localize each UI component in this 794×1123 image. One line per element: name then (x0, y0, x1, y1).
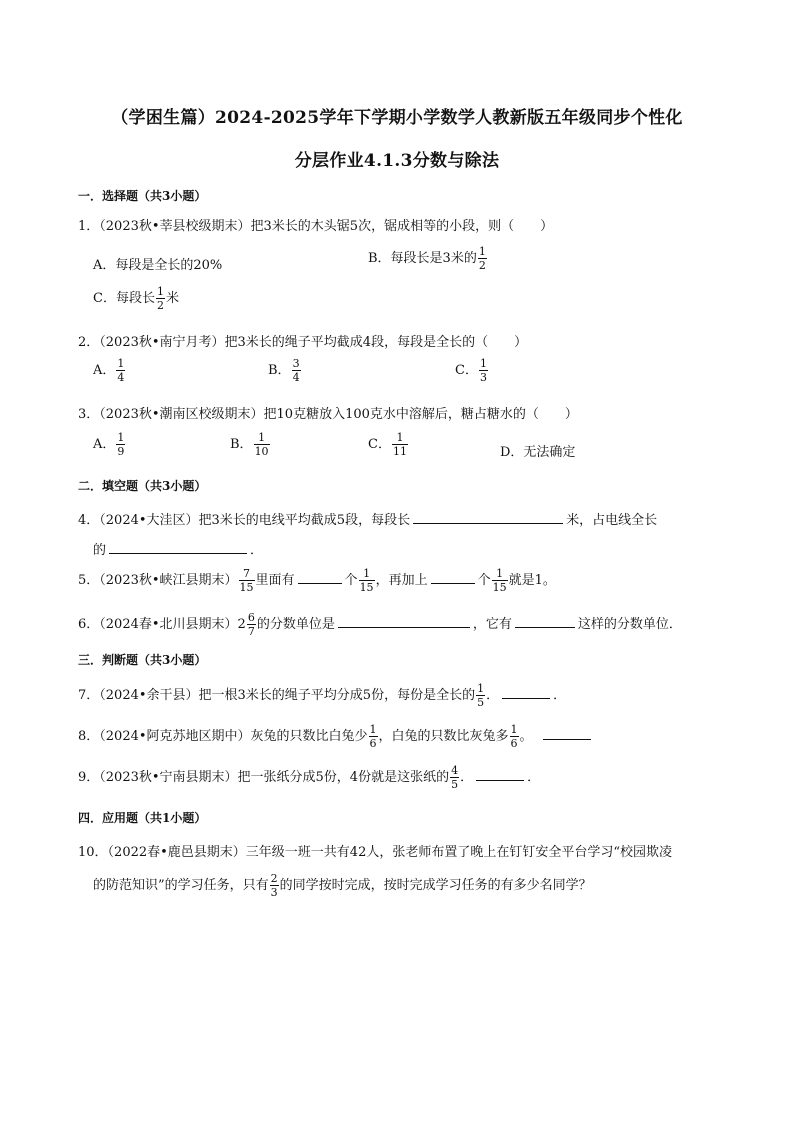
fraction (239, 568, 255, 593)
question-4-text: 的 (93, 543, 107, 558)
fraction-numerator: 1 (363, 567, 371, 580)
answer-blank[interactable] (543, 725, 591, 740)
question-10-line2 (93, 873, 592, 898)
fraction-numerator: 1 (510, 723, 518, 736)
fraction-numerator: 1 (117, 431, 125, 444)
fraction-denominator: 15 (359, 581, 374, 594)
answer-blank[interactable] (431, 569, 475, 584)
section-heading-application: 四．应用题（共1小题） (78, 811, 207, 825)
question-7-text: ． (553, 688, 567, 703)
page-title-line1: （学困生篇）2024-2025学年下学期小学数学人教新版五年级同步个性化 (111, 108, 683, 128)
fraction (492, 568, 508, 593)
section-heading-judge: 三．判断题（共3小题） (78, 653, 207, 667)
fraction-denominator: 6 (510, 737, 518, 750)
fraction-numerator: 1 (117, 357, 125, 370)
question-3-stem: 3．（2023秋•潮南区校级期末）把10克糖放入100克水中溶解后，糖占糖水的（ ） (78, 407, 578, 422)
section-heading-choice: 一．选择题（共3小题） (78, 189, 207, 203)
fraction (116, 432, 125, 457)
fraction (254, 432, 270, 457)
fraction (247, 612, 256, 637)
question-8 (78, 724, 594, 749)
question-5 (78, 568, 556, 593)
question-2-stem: 2．（2023秋•南宁月考）把3米长的绳子平均截成4段，每段是全长的（ ） (78, 335, 528, 350)
fraction-numerator: 3 (292, 357, 300, 370)
option-c-text: C．每段长 (93, 291, 155, 306)
option-letter: C． (368, 437, 391, 452)
section-heading-fill: 二．填空题（共3小题） (78, 479, 207, 493)
fraction-denominator: 2 (156, 299, 164, 312)
answer-blank[interactable] (109, 539, 247, 554)
option-letter: A． (93, 437, 116, 452)
question-6-source: 6．（2024春•北川县期末） (78, 617, 238, 632)
fraction-denominator: 15 (239, 581, 254, 594)
fraction-numerator: 1 (478, 245, 486, 258)
fraction-numerator: 1 (156, 285, 164, 298)
option-b-text: B．每段长是3米的 (368, 251, 477, 266)
fraction (359, 568, 375, 593)
question-6-text: ，它有 (472, 617, 512, 632)
question-2-option-c (455, 358, 489, 383)
fraction-denominator: 5 (477, 696, 485, 709)
question-2-option-a (93, 358, 126, 383)
question-3-option-b (230, 432, 271, 457)
answer-blank[interactable] (476, 766, 524, 781)
question-5-text: 里面有 (255, 573, 295, 588)
fraction-denominator: 15 (492, 581, 507, 594)
fraction-numerator: 1 (477, 682, 485, 695)
question-10-line1: 10．（2022春•鹿邑县期末）三年级一班一共有42人，张老师布置了晚上在钉钉安全平台学习“校园欺凌 (78, 845, 672, 860)
option-letter: B． (268, 363, 291, 378)
fraction (369, 724, 378, 749)
fraction-denominator: 2 (478, 259, 486, 272)
question-9-text: 9．（2023秋•宁南县期末）把一张纸分成5份，4份就是这张纸的 (78, 770, 450, 785)
fraction-numerator: 2 (270, 872, 278, 885)
question-10-text: 的同学按时完成，按时完成学习任务的有多少名同学？ (279, 878, 592, 893)
fraction-denominator: 4 (117, 371, 125, 384)
question-1-stem: 1．（2023秋•莘县校级期末）把3米长的木头锯5次，锯成相等的小段，则（ ） (78, 219, 554, 234)
answer-blank[interactable] (338, 613, 470, 628)
fraction (478, 246, 487, 271)
question-8-text: 8．（2024•阿克苏地区期中）灰兔的只数比白兔少 (78, 729, 368, 744)
fraction-numerator: 1 (479, 357, 487, 370)
fraction-numerator: 1 (396, 431, 404, 444)
fraction (450, 765, 459, 790)
fraction-numerator: 7 (243, 567, 251, 580)
question-9-text: ． (527, 770, 541, 785)
question-6 (78, 612, 682, 637)
question-4-line2 (93, 539, 263, 558)
fraction-denominator: 6 (369, 737, 377, 750)
question-3-option-d: D．无法确定 (500, 445, 576, 460)
option-letter: A． (93, 363, 116, 378)
option-letter: B． (230, 437, 253, 452)
question-6-text: 这样的分数单位． (577, 617, 682, 632)
question-5-source: 5．（2023秋•峡江县期末） (78, 573, 238, 588)
question-7 (78, 683, 566, 708)
fraction-denominator: 3 (479, 371, 487, 384)
fraction (270, 873, 279, 898)
question-8-text: 。 (519, 729, 533, 744)
question-4-text: ． (250, 543, 264, 558)
question-7-text: ． (486, 688, 500, 703)
fraction-numerator: 1 (369, 723, 377, 736)
question-1-option-b (368, 246, 488, 271)
fraction-numerator: 6 (247, 611, 255, 624)
question-3-option-a (93, 432, 126, 457)
option-letter: C． (455, 363, 478, 378)
fraction (510, 724, 519, 749)
fraction-denominator: 9 (117, 445, 125, 458)
question-5-text: 个 (344, 573, 358, 588)
question-9-text: ． (460, 770, 474, 785)
fraction-denominator: 4 (292, 371, 300, 384)
question-4-line1 (78, 509, 657, 528)
question-4-text: 米，占电线全长 (566, 513, 658, 528)
question-7-text: 7．（2024•余干县）把一根3米长的绳子平均分成5份，每份是全长的 (78, 688, 476, 703)
answer-blank[interactable] (502, 684, 550, 699)
question-5-text: 就是1。 (508, 573, 556, 588)
answer-blank[interactable] (515, 613, 575, 628)
fraction-denominator: 10 (254, 445, 269, 458)
answer-blank[interactable] (298, 569, 342, 584)
question-9 (78, 765, 540, 790)
fraction (116, 358, 125, 383)
question-1-option-c (93, 286, 179, 311)
fraction-numerator: 4 (451, 764, 459, 777)
question-10-text: 的防范知识”的学习任务，只有 (93, 878, 269, 893)
fraction (392, 432, 408, 457)
question-4-text: 4．（2024•大洼区）把3米长的电线平均截成5段，每段长 (78, 513, 411, 528)
fraction-denominator: 3 (270, 886, 278, 899)
answer-blank[interactable] (413, 509, 563, 524)
question-2-option-b (268, 358, 302, 383)
page-title-line2: 分层作业4.1.3分数与除法 (294, 151, 500, 171)
fraction-denominator: 7 (247, 625, 255, 638)
fraction (156, 286, 165, 311)
option-c-unit: 米 (165, 291, 179, 306)
fraction (479, 358, 488, 383)
question-8-text: ，白兔的只数比灰兔多 (378, 729, 509, 744)
question-5-text: ，再加上 (375, 573, 428, 588)
question-6-text: 的分数单位是 (256, 617, 335, 632)
fraction (476, 683, 485, 708)
fraction-numerator: 1 (496, 567, 504, 580)
fraction-denominator: 5 (451, 778, 459, 791)
question-3-option-c (368, 432, 409, 457)
fraction-denominator: 11 (392, 445, 407, 458)
mixed-number-whole: 2 (237, 617, 246, 632)
question-5-text: 个 (477, 573, 491, 588)
question-1-option-a: A．每段是全长的20% (93, 258, 223, 273)
fraction-numerator: 1 (258, 431, 266, 444)
fraction (292, 358, 301, 383)
